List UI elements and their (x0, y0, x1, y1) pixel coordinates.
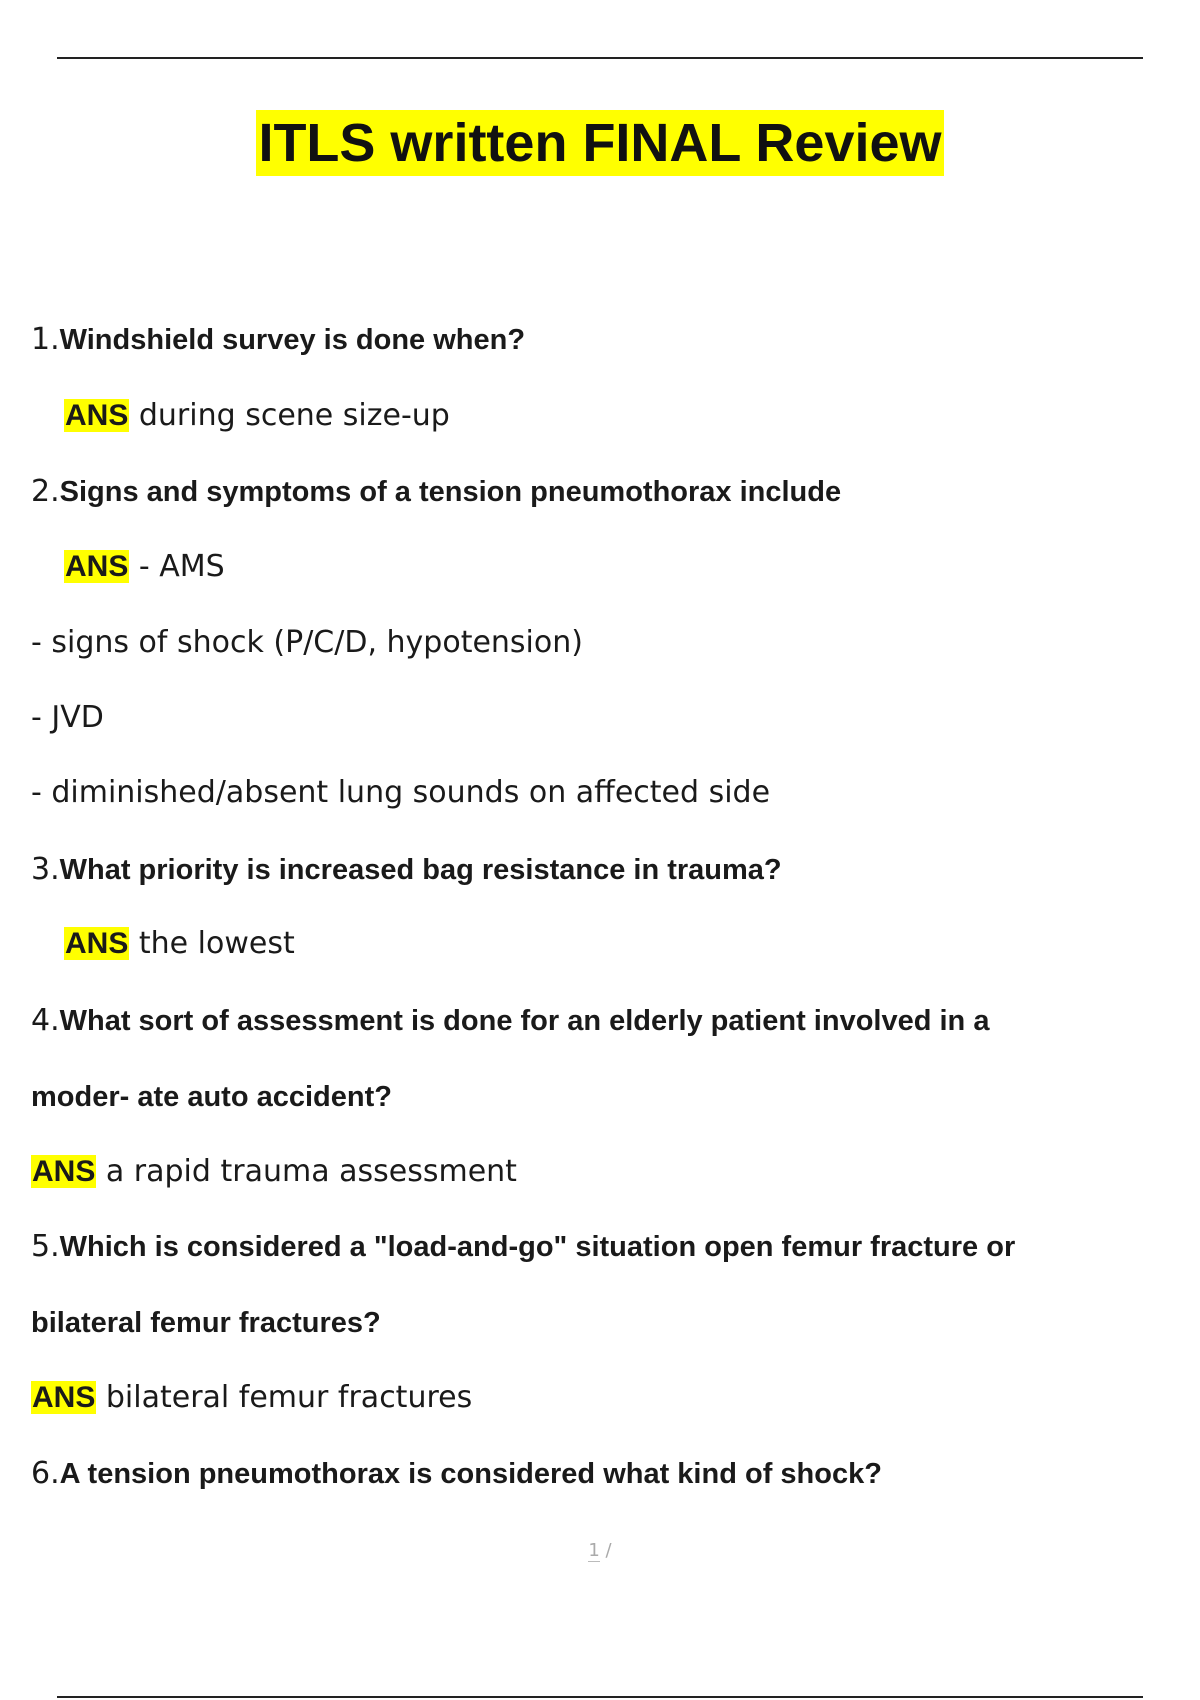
question-text-continued: moder- ate auto accident? (31, 1081, 392, 1113)
answer-5 (31, 1380, 472, 1416)
question-number: 5. (31, 1229, 60, 1264)
question-text: Signs and symptoms of a tension pneumothorax include (59, 476, 842, 508)
answer-text: - AMS (129, 549, 225, 584)
ans-label: ANS (65, 550, 129, 583)
question-5-continued (31, 1305, 381, 1341)
question-number: 6. (31, 1456, 60, 1491)
answer-2-extra-3: - diminished/absent lung sounds on affected side (31, 775, 771, 810)
answer-3 (64, 926, 295, 962)
question-5 (31, 1229, 1015, 1265)
ans-label: ANS (32, 1381, 96, 1414)
question-6 (31, 1456, 882, 1492)
answer-2-extra-1: - signs of shock (P/C/D, hypotension) (31, 625, 583, 660)
question-text: What priority is increased bag resistance in trauma? (59, 854, 782, 886)
question-text: Which is considered a "load-and-go" situation open femur fracture or (59, 1231, 1016, 1263)
question-text: A tension pneumothorax is considered what kind of shock? (59, 1458, 882, 1490)
page-separator: / (599, 1540, 612, 1561)
question-4 (31, 1003, 989, 1039)
ans-label: ANS (65, 399, 129, 432)
question-4-continued (31, 1079, 392, 1115)
question-2 (31, 474, 841, 510)
answer-2 (64, 549, 225, 585)
ans-label: ANS (65, 927, 129, 960)
question-text: Windshield survey is done when? (59, 324, 526, 356)
question-1 (31, 322, 525, 358)
answer-text: during scene size-up (129, 398, 450, 433)
question-number: 3. (31, 852, 60, 887)
bottom-rule (57, 1696, 1143, 1698)
answer-2-extra-2: - JVD (31, 700, 104, 735)
top-rule (57, 57, 1143, 59)
question-text: What sort of assessment is done for an elderly patient involved in a (59, 1005, 990, 1037)
question-number: 2. (31, 474, 60, 509)
question-number: 4. (31, 1003, 60, 1038)
ans-label: ANS (32, 1155, 96, 1188)
question-text-continued: bilateral femur fractures? (31, 1307, 381, 1339)
page-footer (0, 1540, 1200, 1561)
question-number: 1. (31, 322, 60, 357)
answer-text: the lowest (129, 926, 295, 961)
answer-4 (31, 1154, 517, 1190)
answer-text: a rapid trauma assessment (96, 1154, 517, 1189)
answer-1 (64, 398, 450, 434)
question-3 (31, 852, 782, 888)
title-block (0, 110, 1200, 176)
answer-text: bilateral femur fractures (96, 1380, 473, 1415)
page-number: 1 (588, 1540, 600, 1561)
page-title: ITLS written FINAL Review (256, 110, 943, 176)
